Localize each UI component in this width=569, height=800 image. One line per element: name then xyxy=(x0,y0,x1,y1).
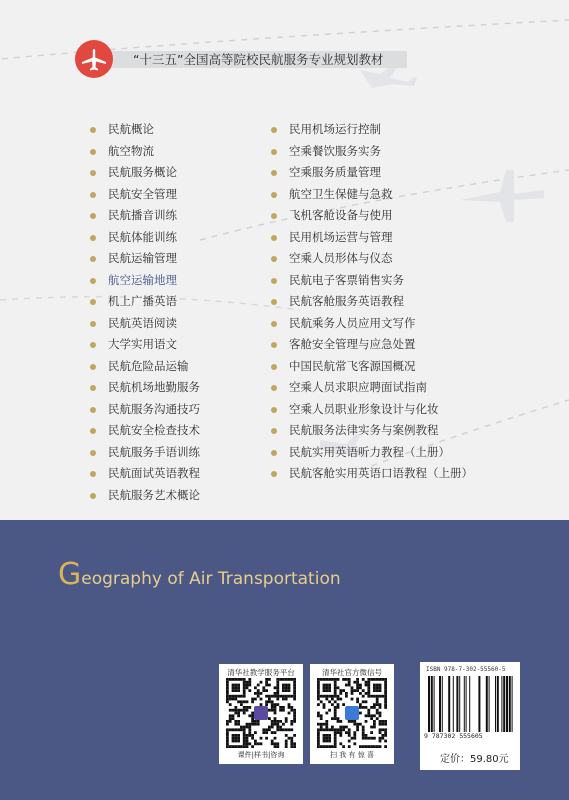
book-title: 民航服务艺术概论 xyxy=(108,487,200,502)
book-list-item xyxy=(90,313,200,335)
book-list-item xyxy=(90,399,200,421)
book-title: 民航面试英语教程 xyxy=(108,466,200,480)
bullet-dot xyxy=(271,385,277,391)
book-title: 民航英语阅读 xyxy=(108,315,177,330)
book-list-item xyxy=(90,162,200,184)
bullet-dot xyxy=(271,235,277,241)
bullet-dot xyxy=(271,256,277,262)
series-header xyxy=(75,40,407,78)
book-list-item xyxy=(271,420,473,442)
bullet-dot xyxy=(271,170,277,176)
book-list-item xyxy=(271,291,473,313)
book-list-item xyxy=(271,313,473,335)
book-title: 空乘人员求职应聘面试指南 xyxy=(289,380,427,394)
book-list-item xyxy=(90,420,200,442)
book-title: 民航体能训练 xyxy=(108,229,177,244)
book-list-item xyxy=(90,270,200,292)
book-title: 民航电子客票销售实务 xyxy=(289,272,404,287)
bullet-dot xyxy=(271,407,277,413)
book-list-item xyxy=(90,141,200,163)
book-list-item xyxy=(90,291,200,313)
bullet-dot xyxy=(90,278,96,284)
book-list-item xyxy=(271,205,473,227)
bullet-dot xyxy=(90,428,96,434)
airplane-icon xyxy=(75,40,113,78)
book-list-item xyxy=(90,442,200,464)
book-title: 民航播音训练 xyxy=(108,208,177,222)
isbn-barcode-card xyxy=(420,662,520,770)
bullet-dot xyxy=(90,493,96,499)
bullet-dot xyxy=(90,235,96,241)
book-title: 民航客舱服务英语教程 xyxy=(289,294,404,308)
isbn-number: ISBN 978-7-302-55560-5 xyxy=(426,666,506,673)
qr-caption-top: 清华社教学服务平台 xyxy=(227,668,295,677)
bullet-dot xyxy=(271,364,277,370)
book-title: 民航概论 xyxy=(108,122,154,136)
barcode-digits: 9 787302 555605 xyxy=(424,732,483,740)
book-list-item xyxy=(271,377,473,399)
bullet-dot xyxy=(90,299,96,305)
book-list-item xyxy=(90,334,200,356)
qr-code-icon xyxy=(317,678,387,748)
bullet-dot xyxy=(90,364,96,370)
bullet-dot xyxy=(271,299,277,305)
book-list-item xyxy=(271,227,473,249)
bullet-dot xyxy=(90,256,96,262)
book-list-item xyxy=(271,119,473,141)
book-title: 民用机场运行控制 xyxy=(289,122,381,136)
book-list-item xyxy=(271,334,473,356)
book-title: 民航乘务人员应用文写作 xyxy=(289,315,416,330)
english-title-rest: eography of Air Transportation xyxy=(81,569,341,589)
book-list-item xyxy=(271,399,473,421)
price-label: 定价：59.80元 xyxy=(440,754,509,765)
bullet-dot xyxy=(90,127,96,133)
book-list-item xyxy=(271,184,473,206)
book-title: 空乘服务质量管理 xyxy=(289,165,381,179)
book-list-item xyxy=(90,377,200,399)
bullet-dot xyxy=(90,385,96,391)
book-title: 民航服务手语训练 xyxy=(108,444,200,459)
bullet-dot xyxy=(90,450,96,456)
book-list-item xyxy=(271,463,473,485)
book-title: 民航机场地勤服务 xyxy=(108,380,200,394)
bullet-dot xyxy=(90,149,96,155)
bullet-dot xyxy=(271,471,277,477)
book-title: 空乘餐饮服务实务 xyxy=(289,143,381,158)
book-title: 民航实用英语听力教程（上册） xyxy=(289,444,450,459)
book-list-item xyxy=(271,162,473,184)
book-list-item xyxy=(90,485,200,507)
bullet-dot xyxy=(90,342,96,348)
book-title: 空乘人员形体与仪态 xyxy=(289,251,393,265)
book-title: 飞机客舱设备与使用 xyxy=(289,208,393,222)
bullet-dot xyxy=(90,213,96,219)
book-title: 民航服务法律实务与案例教程 xyxy=(289,423,439,437)
bullet-dot xyxy=(271,127,277,133)
bullet-dot xyxy=(271,149,277,155)
book-title: 空乘人员职业形象设计与化妆 xyxy=(289,401,439,416)
book-list-item xyxy=(90,356,200,378)
book-title: 民用机场运营与管理 xyxy=(289,229,393,244)
book-title: 航空卫生保健与急救 xyxy=(289,186,393,201)
book-title: 民航运输管理 xyxy=(108,251,177,265)
qr-caption-top: 清华社官方微信号 xyxy=(322,668,382,677)
book-title: 民航服务概论 xyxy=(108,165,177,179)
bullet-dot xyxy=(271,342,277,348)
book-list-item xyxy=(90,205,200,227)
book-title: 民航服务沟通技巧 xyxy=(108,401,200,416)
book-list-item xyxy=(90,184,200,206)
bullet-dot xyxy=(271,321,277,327)
book-list-item xyxy=(90,119,200,141)
english-title xyxy=(58,557,341,592)
book-list-item xyxy=(271,270,473,292)
qr-code-icon xyxy=(226,678,296,748)
book-title: 大学实用语文 xyxy=(108,337,177,351)
bullet-dot xyxy=(90,321,96,327)
bullet-dot xyxy=(271,213,277,219)
bullet-dot xyxy=(90,170,96,176)
bullet-dot xyxy=(271,450,277,456)
book-list-item xyxy=(271,442,473,464)
book-list-item xyxy=(271,356,473,378)
qr-caption-bottom: 扫 我 有 惊 喜 xyxy=(330,751,374,759)
book-list-item xyxy=(271,248,473,270)
book-list-item xyxy=(90,463,200,485)
bullet-dot xyxy=(90,407,96,413)
english-title-initial: G xyxy=(58,557,82,592)
book-title: 民航客舱实用英语口语教程（上册） xyxy=(289,466,473,480)
book-list-item xyxy=(90,227,200,249)
bullet-dot xyxy=(271,428,277,434)
book-title: 民航安全检查技术 xyxy=(108,423,200,437)
series-title: “十三五”全国高等院校民航服务专业规划教材 xyxy=(133,52,384,67)
book-title: 中国民航常飞客源国概况 xyxy=(289,358,416,373)
book-title: 民航危险品运输 xyxy=(108,358,189,373)
book-title: 客舱安全管理与应急处置 xyxy=(289,337,416,351)
book-list-left xyxy=(90,119,200,506)
book-list-item xyxy=(271,141,473,163)
book-title: 航空物流 xyxy=(108,143,154,158)
book-title: 航空运输地理 xyxy=(108,272,177,287)
bullet-dot xyxy=(271,278,277,284)
bullet-dot xyxy=(271,192,277,198)
bullet-dot xyxy=(90,192,96,198)
qr-caption-bottom: 课件|样书|咨询 xyxy=(237,751,285,759)
bullet-dot xyxy=(90,471,96,477)
book-title: 民航安全管理 xyxy=(108,186,177,201)
qr-card-wechat[interactable] xyxy=(310,664,394,764)
book-title: 机上广播英语 xyxy=(108,294,177,308)
qr-card-teaching-platform[interactable] xyxy=(219,664,303,764)
book-list-right xyxy=(271,119,473,485)
book-list-item xyxy=(90,248,200,270)
barcode-icon xyxy=(426,676,514,732)
